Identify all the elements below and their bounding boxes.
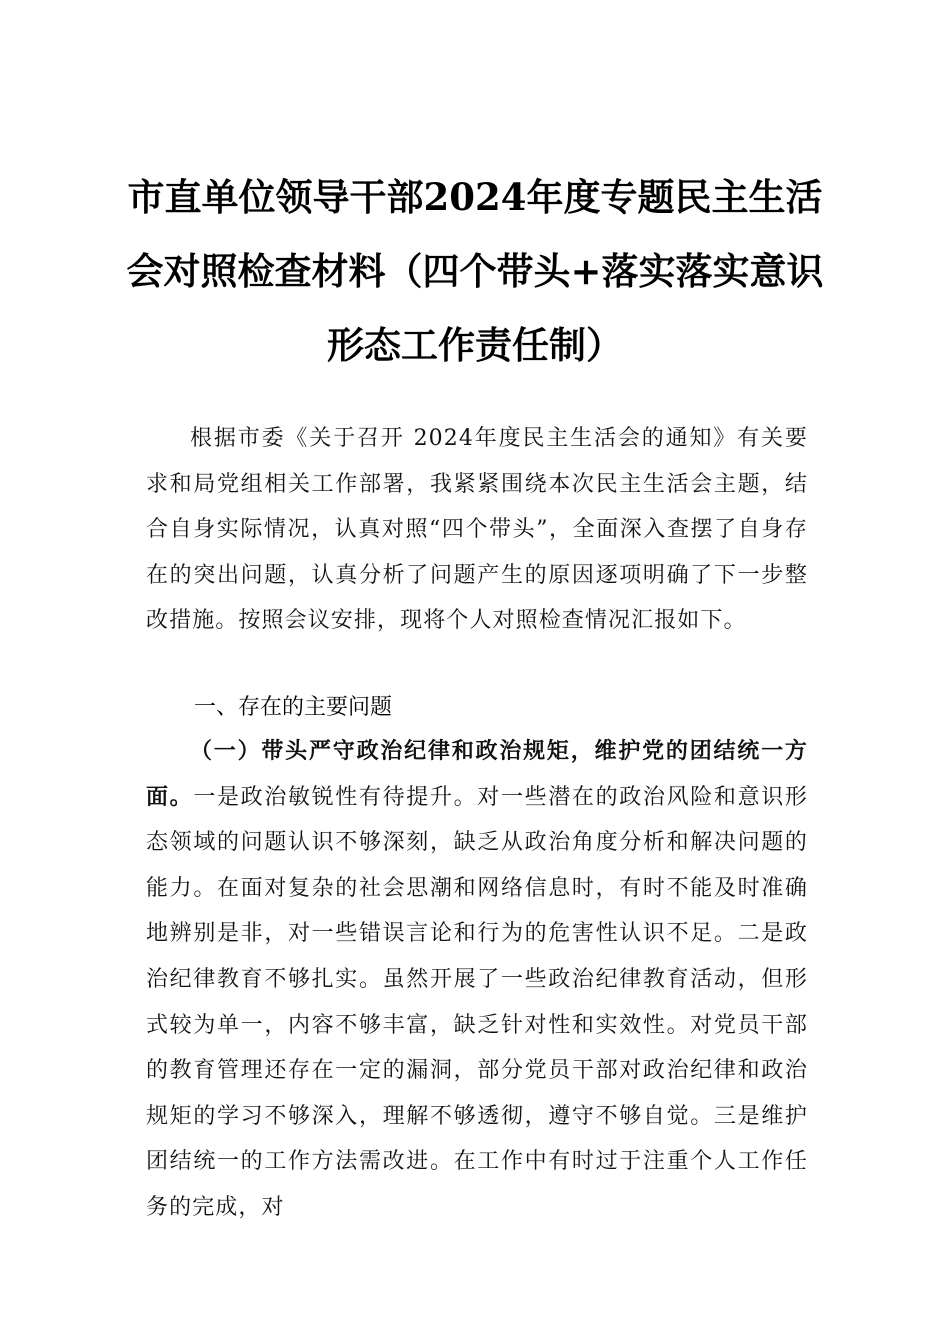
intro-section: [146, 416, 808, 644]
intro-paragraph: 根据市委《关于召开 2024年度民主生活会的通知》有关要求和局党组相关工作部署，我紧紧围绕本次民主生活会主题，结合自身实际情况，认真对照“四个带头”，全面深入查摆了自身存在的突出问题，认真分析了问题产生的原因逐项明确了下一步整改措施。按照会议安排，现将个人对照检查情况汇报如下。: [146, 426, 808, 634]
subsection-heading: （一）带头严守政治纪律和政治规矩，维护党的团结统一方面。: [146, 738, 808, 810]
subsection-paragraph: [146, 729, 808, 1231]
subsection-section: [146, 729, 808, 1231]
section-heading: 一、存在的主要问题: [194, 695, 393, 720]
title-line-3: 形态工作责任制）: [327, 323, 623, 367]
document-title: [120, 160, 830, 382]
subsection-body: 一是政治敏锐性有待提升。对一些潜在的政治风险和意识形态领域的问题认识不够深刻，缺乏从政治角度分析和解决问题的能力。在面对复杂的社会思潮和网络信息时，有时不能及时准确地辨别是非，对一些错误言论和行为的危害性认识不足。二是政治纪律教育不够扎实。虽然开展了一些政治纪律教育活动，但形式较为单一，内容不够丰富，缺乏针对性和实效性。对党员干部的教育管理还存在一定的漏洞，部分党员干部对政治纪律和政治规矩的学习不够深入，理解不够透彻，遵守不够自觉。三是维护团结统一的工作方法需改进。在工作中有时过于注重个人工作任务的完成，对: [146, 784, 808, 1220]
title-line-1: 市直单位领导干部2024年度专题民主生活: [127, 175, 823, 219]
title-line-2: 会对照检查材料（四个带头+落实落实意识: [126, 249, 824, 293]
